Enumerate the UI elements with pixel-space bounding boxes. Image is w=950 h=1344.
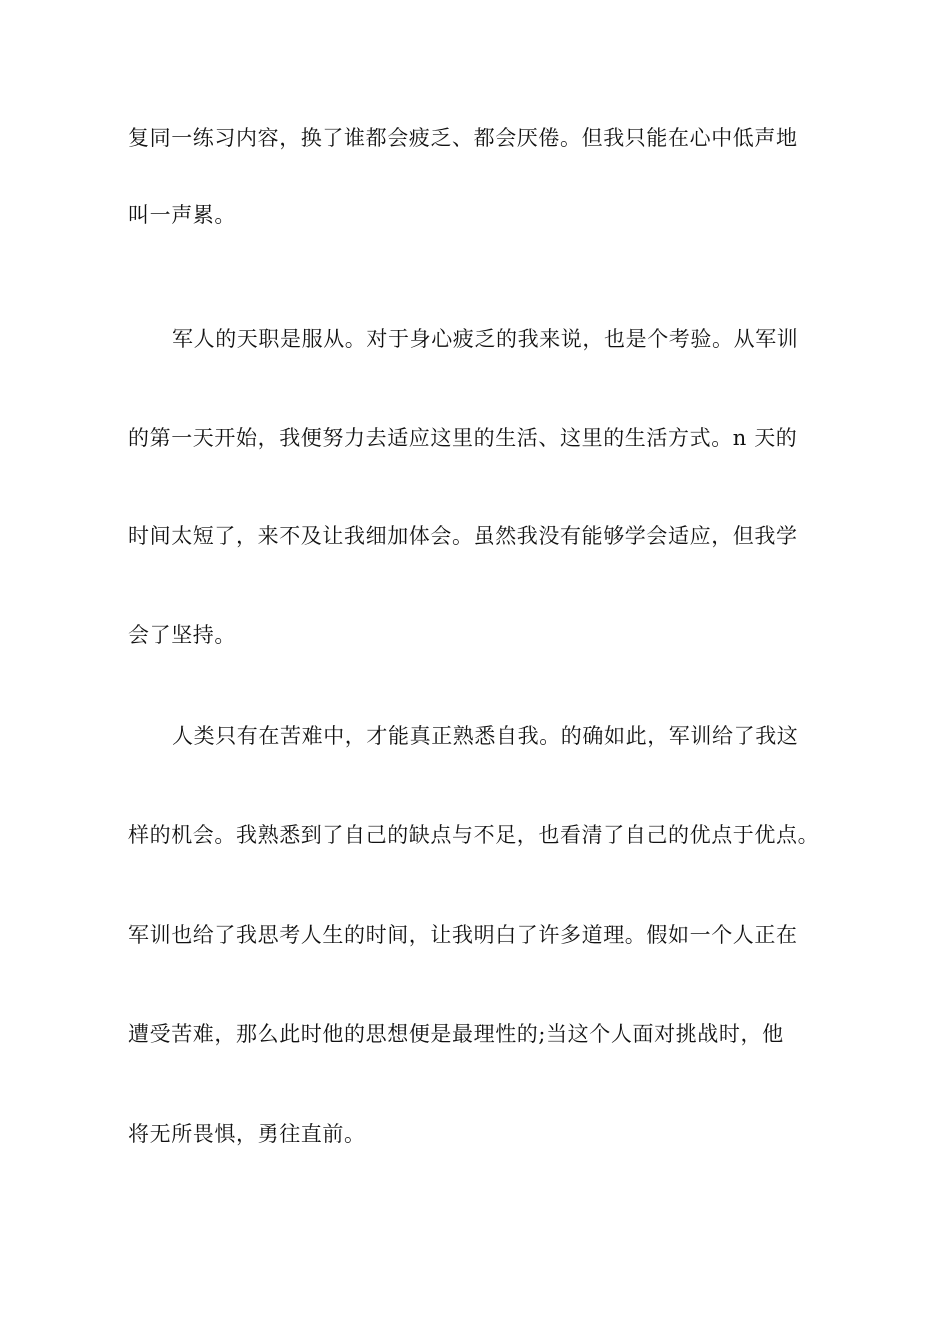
text-line-5: 时间太短了，来不及让我细加体会。虽然我没有能够学会适应，但我学 (128, 524, 798, 548)
text-line-7: 人类只有在苦难中，才能真正熟悉自我。的确如此，军训给了我这 (172, 724, 799, 748)
text-line-3: 军人的天职是服从。对于身心疲乏的我来说，也是个考验。从军训 (172, 327, 799, 351)
text-line-8: 样的机会。我熟悉到了自己的缺点与不足，也看清了自己的优点于优点。 (128, 823, 820, 847)
text-line-1: 复同一练习内容，换了谁都会疲乏、都会厌倦。但我只能在心中低声地 (128, 126, 798, 150)
text-line-10: 遭受苦难，那么此时他的思想便是最理性的;当这个人面对挑战时，他 (128, 1022, 784, 1046)
text-line-11: 将无所畏惧，勇往直前。 (128, 1122, 366, 1146)
text-line-2: 叫一声累。 (128, 203, 236, 227)
text-line-6: 会了坚持。 (128, 623, 236, 647)
text-line-4: 的第一天开始，我便努力去适应这里的生活、这里的生活方式。n 天的 (128, 426, 798, 450)
text-line-9: 军训也给了我思考人生的时间，让我明白了许多道理。假如一个人正在 (128, 923, 798, 947)
